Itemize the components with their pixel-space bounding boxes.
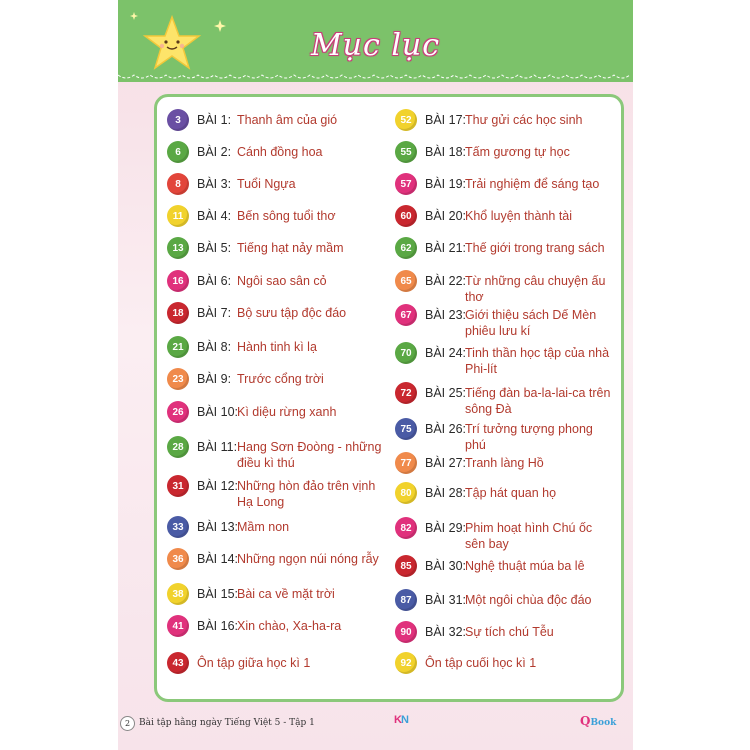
- lesson-label: BÀI 3:: [197, 177, 232, 191]
- lesson-title: Ngôi sao sân cỏ: [237, 274, 327, 288]
- contents-item: [395, 173, 613, 195]
- contents-item: [395, 342, 613, 377]
- lesson-title: Trí tưởng tượng phong phú: [465, 422, 593, 452]
- lesson-label: BÀI 32:: [425, 625, 466, 639]
- lesson-title: Sự tích chú Tễu: [465, 625, 554, 639]
- lesson-label: BÀI 30:: [425, 559, 466, 573]
- contents-item: [167, 401, 387, 423]
- contents-item: [395, 205, 613, 227]
- contents-item: [167, 583, 387, 605]
- page-number-badge: 18: [167, 302, 189, 324]
- page-number-badge: 92: [395, 652, 417, 674]
- page-number-badge: 70: [395, 342, 417, 364]
- lesson-title: Xin chào, Xa-ha-ra: [237, 619, 342, 633]
- lesson-label: BÀI 9:: [197, 372, 232, 386]
- lesson-title: Thanh âm của gió: [237, 113, 338, 127]
- contents-card: [154, 94, 624, 702]
- page-number-badge: 21: [167, 336, 189, 358]
- lesson-label: BÀI 20:: [425, 209, 466, 223]
- lesson-title: Trước cổng trời: [237, 372, 324, 386]
- contents-item: [167, 270, 387, 292]
- contents-item: [167, 173, 387, 195]
- lesson-label: BÀI 22:: [425, 274, 466, 288]
- page-number-badge: 82: [395, 517, 417, 539]
- contents-item: [167, 302, 387, 324]
- page-number-badge: 75: [395, 418, 417, 440]
- lesson-title: Bến sông tuổi thơ: [237, 209, 336, 223]
- page-number-badge: 6: [167, 141, 189, 163]
- lesson-title: Khổ luyện thành tài: [465, 209, 573, 223]
- page-number-badge: 13: [167, 237, 189, 259]
- contents-item: [167, 475, 387, 510]
- page-number: 2: [120, 716, 135, 731]
- contents-item: [395, 141, 613, 163]
- lesson-title: Bộ sưu tập độc đáo: [237, 306, 347, 320]
- page-number-badge: 60: [395, 205, 417, 227]
- page-number-badge: 90: [395, 621, 417, 643]
- lesson-title: Trải nghiệm để sáng tạo: [465, 177, 600, 191]
- lesson-label: BÀI 31:: [425, 593, 466, 607]
- page-number-badge: 26: [167, 401, 189, 423]
- publisher-logo: KN: [394, 714, 408, 726]
- lesson-title: Tiếng hạt nảy mầm: [237, 241, 344, 255]
- page-number-badge: 38: [167, 583, 189, 605]
- contents-item: [395, 555, 613, 577]
- contents-item: [395, 270, 613, 305]
- lesson-label: BÀI 24:: [425, 346, 466, 360]
- page-number-badge: 43: [167, 652, 189, 674]
- contents-item: [167, 368, 387, 390]
- contents-item: [167, 141, 387, 163]
- lesson-title: Ôn tập giữa học kì 1: [197, 656, 311, 670]
- page-number-badge: 65: [395, 270, 417, 292]
- lesson-title: Một ngôi chùa độc đáo: [465, 593, 592, 607]
- contents-item: [395, 237, 613, 259]
- contents-item: [395, 452, 613, 474]
- page-number-badge: 52: [395, 109, 417, 131]
- contents-item: [167, 336, 387, 358]
- contents-item: [395, 517, 613, 552]
- page-number-badge: 11: [167, 205, 189, 227]
- lesson-label: BÀI 12:: [197, 479, 238, 493]
- lesson-title: Phim hoạt hình Chú ốc sên bay: [465, 521, 593, 551]
- lesson-title: Tuổi Ngựa: [237, 177, 296, 191]
- lesson-title: Tiếng đàn ba-la-lai-ca trên sông Đà: [465, 386, 611, 416]
- brand-logo: QBook: [580, 714, 617, 728]
- lesson-label: BÀI 15:: [197, 587, 238, 601]
- contents-item: [167, 109, 387, 131]
- contents-item: [167, 652, 387, 674]
- page-number-badge: 80: [395, 482, 417, 504]
- lesson-title: Nghệ thuật múa ba lê: [465, 559, 585, 573]
- contents-item: [395, 418, 613, 453]
- contents-item: [167, 516, 387, 538]
- lesson-label: BÀI 6:: [197, 274, 232, 288]
- page-number-badge: 77: [395, 452, 417, 474]
- lesson-label: BÀI 13:: [197, 520, 238, 534]
- page-number-badge: 72: [395, 382, 417, 404]
- lesson-title: Mầm non: [237, 520, 290, 534]
- page-number-badge: 55: [395, 141, 417, 163]
- publisher-logo-tail: N: [400, 714, 408, 726]
- page-number-badge: 41: [167, 615, 189, 637]
- sparkle-icon: [130, 12, 138, 20]
- page-number-badge: 33: [167, 516, 189, 538]
- footer: [120, 716, 315, 730]
- lesson-label: BÀI 1:: [197, 113, 232, 127]
- page-number-badge: 85: [395, 555, 417, 577]
- lesson-title: Thế giới trong trang sách: [465, 241, 605, 255]
- contents-item: [395, 589, 613, 611]
- page-number-badge: 36: [167, 548, 189, 570]
- page-number-badge: 31: [167, 475, 189, 497]
- contents-item: [395, 304, 613, 339]
- lesson-title: Bài ca về mặt trời: [237, 587, 335, 601]
- contents-item: [395, 482, 613, 504]
- lesson-label: BÀI 27:: [425, 456, 466, 470]
- lesson-label: BÀI 25:: [425, 386, 466, 400]
- contents-item: [395, 652, 615, 674]
- page-number-badge: 3: [167, 109, 189, 131]
- book-page: [118, 0, 633, 750]
- contents-item: [395, 382, 613, 417]
- lesson-label: BÀI 17:: [425, 113, 466, 127]
- lesson-label: BÀI 18:: [425, 145, 466, 159]
- contents-item: [167, 205, 387, 227]
- lesson-title: Hành tinh kì lạ: [237, 340, 317, 354]
- lesson-title: Tinh thần học tập của nhà Phi-lít: [465, 346, 610, 376]
- lesson-label: BÀI 19:: [425, 177, 466, 191]
- lesson-label: BÀI 7:: [197, 306, 232, 320]
- lesson-title: Tranh làng Hồ: [465, 456, 544, 470]
- page-number-badge: 67: [395, 304, 417, 326]
- page-number-badge: 57: [395, 173, 417, 195]
- lesson-title: Tấm gương tự học: [465, 145, 570, 159]
- lesson-label: BÀI 21:: [425, 241, 466, 255]
- page-number-badge: 87: [395, 589, 417, 611]
- page-title: Mục lục: [310, 28, 441, 63]
- lesson-label: BÀI 5:: [197, 241, 232, 255]
- contents-item: [167, 548, 387, 570]
- lesson-title: Giới thiệu sách Dế Mèn phiêu lưu kí: [465, 308, 597, 338]
- lesson-label: BÀI 14:: [197, 552, 238, 566]
- contents-item: [395, 109, 613, 131]
- lesson-title: Hang Sơn Đoòng - những điều kì thú: [237, 440, 382, 470]
- page-number-badge: 23: [167, 368, 189, 390]
- contents-item: [167, 615, 387, 637]
- lesson-label: BÀI 26:: [425, 422, 466, 436]
- lesson-title: Kì diệu rừng xanh: [237, 405, 337, 419]
- lesson-label: BÀI 16:: [197, 619, 238, 633]
- lesson-label: BÀI 23:: [425, 308, 466, 322]
- contents-item: [395, 621, 613, 643]
- header-band: [118, 0, 633, 82]
- lesson-title: Những hòn đảo trên vịnh Hạ Long: [237, 479, 376, 509]
- lesson-title: Ôn tập cuối học kì 1: [425, 656, 537, 670]
- lesson-label: BÀI 10:: [197, 405, 238, 419]
- page-number-badge: 16: [167, 270, 189, 292]
- page-number-badge: 8: [167, 173, 189, 195]
- contents-item: [167, 436, 387, 471]
- scallop-divider: [118, 72, 633, 86]
- lesson-title: Thư gửi các học sinh: [465, 113, 583, 127]
- lesson-label: BÀI 29:: [425, 521, 466, 535]
- book-title: Bài tập hằng ngày Tiếng Việt 5 - Tập 1: [139, 718, 315, 728]
- lesson-title: Những ngọn núi nóng rẫy: [237, 552, 379, 566]
- lesson-label: BÀI 28:: [425, 486, 466, 500]
- lesson-title: Từ những câu chuyện ấu thơ: [465, 274, 606, 304]
- lesson-label: BÀI 2:: [197, 145, 232, 159]
- lesson-title: Cánh đồng hoa: [237, 145, 323, 159]
- page-number-badge: 28: [167, 436, 189, 458]
- lesson-label: BÀI 11:: [197, 440, 238, 454]
- lesson-title: Tập hát quan họ: [465, 486, 557, 500]
- lesson-label: BÀI 8:: [197, 340, 232, 354]
- lesson-label: BÀI 4:: [197, 209, 232, 223]
- page-number-badge: 62: [395, 237, 417, 259]
- contents-item: [167, 237, 387, 259]
